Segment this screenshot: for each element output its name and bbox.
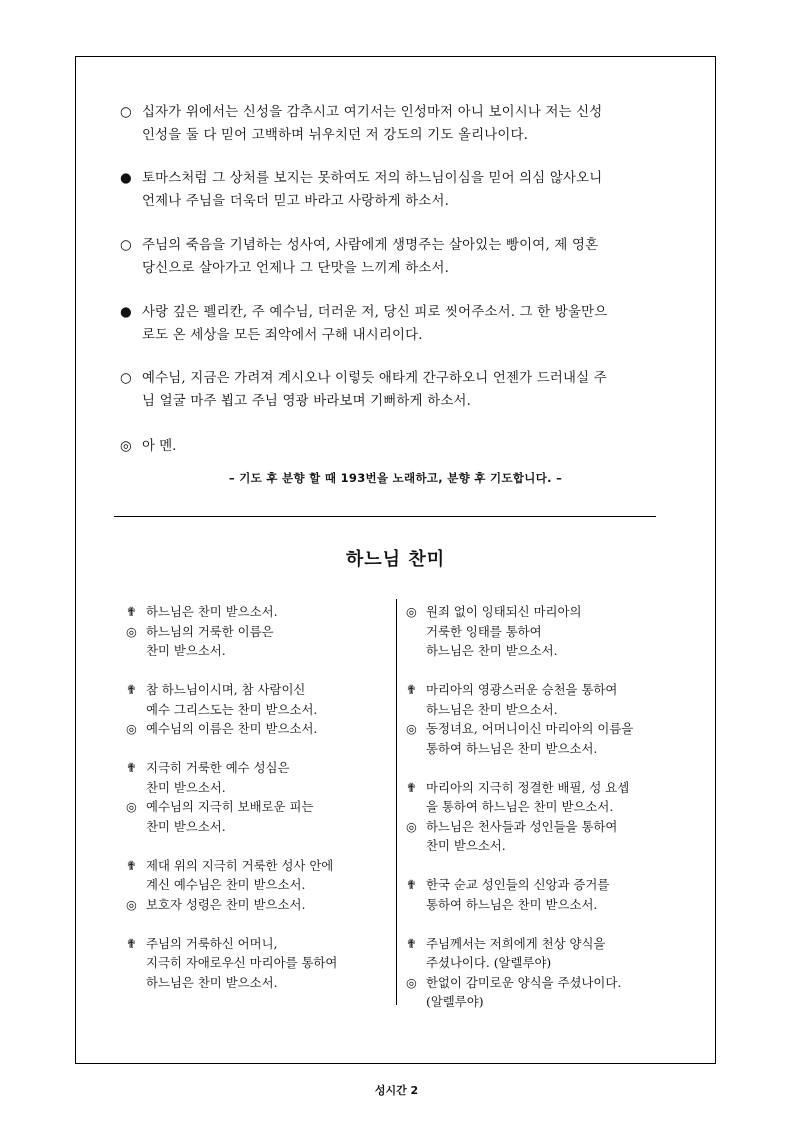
hymn-line-text: 마리아의 지극히 정결한 배필, 성 요셉: [426, 779, 630, 795]
hymn-line-text: 제대 위의 지극히 거룩한 성사 안에: [146, 857, 334, 873]
hymn-line-text: 지극히 거룩한 예수 성심은: [146, 760, 290, 775]
hymn-line: [406, 875, 706, 895]
double-circle-icon: ◎: [126, 623, 137, 639]
prayer-paragraph: [120, 301, 675, 347]
double-circle-icon: ◎: [406, 721, 417, 736]
hymn-line-text: 동정녀요, 어머니이신 마리아의 이름을: [426, 721, 634, 736]
hymn-line: [126, 680, 388, 700]
hymn-line: [126, 895, 388, 915]
hymn-title: 하느님 찬미: [345, 549, 446, 570]
double-circle-icon: ◎: [126, 799, 137, 814]
hymn-line: [406, 836, 706, 856]
hymn-line-text: 보호자 성령은 찬미 받으소서.: [146, 896, 306, 912]
prayer-line: 주님의 죽음을 기념하는 성사여, 사람에게 생명주는 살아있는 빵이여, 제 영혼: [142, 238, 599, 253]
hymn-stanza: [126, 680, 388, 739]
hymn-line-text: 지극히 자애로우신 마리아를 통하여: [146, 955, 338, 970]
prayer-line: 인성을 둘 다 믿어 고백하며 뉘우치던 저 강도의 기도 올리나이다.: [142, 128, 529, 143]
hymn-line: [406, 973, 706, 993]
hymn-stanza: [126, 934, 388, 993]
hymn-line: [406, 817, 706, 837]
hymn-line: [126, 953, 388, 973]
prayer-line: 예수님, 지금은 가려져 계시오나 이렇듯 애타게 간구하오니 언젠가 드러내실 주: [142, 371, 607, 386]
hymn-line-text: 거룩한 잉태를 통하여: [426, 623, 542, 639]
hymn-line: [406, 700, 706, 720]
hymn-line-text: 찬미 받으소서.: [146, 818, 226, 834]
hymn-line-text: 찬미 받으소서.: [426, 838, 506, 853]
filled-circle-icon: ●: [120, 305, 132, 320]
hymn-line: [406, 622, 706, 642]
hymn-stanza: [126, 856, 388, 915]
hymn-line: [406, 602, 706, 622]
hymn-line-text: 예수 그리스도는 찬미 받으소서.: [146, 701, 318, 717]
prayer-line: 십자가 위에서는 신성을 감추시고 여기서는 인성마저 아니 보이시나 저는 신성: [142, 105, 603, 120]
hymn-line-text: 하느님은 찬미 받으소서.: [426, 643, 558, 658]
double-circle-icon: ◎: [406, 974, 417, 990]
hymn-line-text: 하느님은 찬미 받으소서.: [146, 604, 278, 619]
cross-icon: ✟: [406, 877, 417, 892]
double-circle-icon: ◎: [120, 439, 132, 454]
hymn-stanza: [126, 758, 388, 836]
hymn-line-text: 주님의 거룩하신 어머니,: [146, 935, 278, 951]
open-circle-icon: ○: [120, 371, 132, 386]
cross-icon: ✟: [406, 682, 417, 697]
double-circle-icon: ◎: [126, 896, 137, 912]
hymn-line-text: 주님께서는 저희에게 천상 양식을: [426, 935, 606, 951]
hymn-line: [126, 641, 388, 661]
hymn-line-text: 한국 순교 성인들의 신앙과 증거를: [426, 877, 610, 892]
hymn-line: [126, 602, 388, 622]
prayer-line: 토마스처럼 그 상처를 보지는 못하여도 저의 하느님이심을 믿어 의심 않사오니: [142, 171, 603, 186]
cross-icon: ✟: [406, 935, 417, 951]
cross-icon: ✟: [126, 935, 137, 951]
hymn-line-text: 주셨나이다. (알렐루야): [426, 955, 552, 970]
hymn-line-text: 한없이 감미로운 양식을 주셨나이다.: [426, 974, 622, 990]
prayer-line: 사랑 깊은 펠리칸, 주 예수님, 더러운 저, 당신 피로 씻어주소서. 그 한 방울만으: [142, 305, 608, 320]
hymn-line: [406, 992, 706, 1012]
hymn-line-text: 통하여 하느님은 찬미 받으소서.: [426, 740, 598, 756]
cross-icon: ✟: [126, 604, 137, 619]
open-circle-icon: ○: [120, 105, 132, 120]
cross-icon: ✟: [126, 857, 137, 873]
hymn-line: [126, 797, 388, 817]
double-circle-icon: ◎: [406, 818, 417, 834]
hymn-line: [406, 680, 706, 700]
page-frame: [75, 56, 716, 1064]
hymn-line: [126, 973, 388, 993]
cross-icon: ✟: [406, 779, 417, 795]
hymn-line-text: 찬미 받으소서.: [146, 643, 226, 658]
hymn-line-text: 예수님의 이름은 찬미 받으소서.: [146, 721, 318, 736]
left-column: [126, 602, 388, 1012]
hymn-stanza: [406, 602, 706, 661]
hymn-line: [406, 719, 706, 739]
section-divider: [114, 516, 656, 517]
instruction-note: – 기도 후 분향 할 때 193번을 노래하고, 분향 후 기도합니다. –: [228, 471, 563, 485]
hymn-line-text: 하느님은 찬미 받으소서.: [426, 701, 558, 717]
hymn-stanza: [406, 875, 706, 914]
page-footer: 성시간 2: [374, 1084, 419, 1097]
hymn-line: [126, 778, 388, 798]
hymn-line-text: 계신 예수님은 찬미 받으소서.: [146, 877, 306, 892]
hymn-line-text: (알렐루야): [426, 994, 484, 1009]
prayer-paragraph: [120, 367, 675, 413]
hymn-line: [406, 934, 706, 954]
hymn-line-text: 참 하느님이시며, 참 사람이신: [146, 682, 306, 697]
filled-circle-icon: ●: [120, 171, 132, 186]
double-circle-icon: ◎: [406, 604, 417, 619]
prayer-paragraph: [120, 167, 675, 213]
prayer-line: 언제나 주님을 더욱더 믿고 바라고 사랑하게 하소서.: [142, 194, 450, 209]
hymn-line-text: 하느님의 거룩한 이름은: [146, 623, 274, 639]
hymn-line-text: 원죄 없이 잉태되신 마리아의: [426, 604, 582, 619]
hymn-line: [126, 875, 388, 895]
amen-line: [120, 435, 176, 458]
hymn-line: [126, 856, 388, 876]
hymn-line: [126, 622, 388, 642]
prayer-paragraph: [120, 101, 675, 147]
hymn-line: [406, 797, 706, 817]
hymn-line-text: 하느님은 찬미 받으소서.: [146, 974, 278, 990]
open-circle-icon: ○: [120, 238, 132, 253]
hymn-stanza: [406, 680, 706, 758]
hymn-line-text: 을 통하여 하느님은 찬미 받으소서.: [426, 799, 614, 814]
hymn-line: [406, 641, 706, 661]
hymn-line-text: 예수님의 지극히 보배로운 피는: [146, 799, 314, 814]
hymn-line: [406, 778, 706, 798]
hymn-line: [126, 758, 388, 778]
hymn-line-text: 통하여 하느님은 찬미 받으소서.: [426, 896, 598, 912]
prayer-line: 로도 온 세상을 모든 죄악에서 구해 내시리이다.: [142, 328, 423, 343]
hymn-line: [126, 700, 388, 720]
column-divider: [396, 599, 397, 1005]
hymn-line-text: 마리아의 영광스러운 승천을 통하여: [426, 682, 618, 697]
hymn-line: [406, 953, 706, 973]
double-circle-icon: ◎: [126, 721, 137, 736]
prayer-line: 당신으로 살아가고 언제나 그 단맛을 느끼게 하소서.: [142, 261, 450, 276]
hymn-line-text: 찬미 받으소서.: [146, 779, 226, 795]
hymn-line: [126, 934, 388, 954]
hymn-stanza: [406, 778, 706, 856]
prayer-line: 님 얼굴 마주 뵙고 주님 영광 바라보며 기뻐하게 하소서.: [142, 394, 472, 409]
amen-text: 아 멘.: [142, 439, 177, 454]
hymn-stanza: [126, 602, 388, 661]
hymn-line: [126, 817, 388, 837]
prayer-paragraph: [120, 234, 675, 280]
cross-icon: ✟: [126, 682, 137, 697]
hymn-stanza: [406, 934, 706, 1012]
hymn-line: [406, 739, 706, 759]
right-column: [406, 602, 706, 1031]
hymn-line: [126, 719, 388, 739]
cross-icon: ✟: [126, 760, 137, 775]
hymn-line: [406, 895, 706, 915]
hymn-line-text: 하느님은 천사들과 성인들을 통하여: [426, 818, 618, 834]
